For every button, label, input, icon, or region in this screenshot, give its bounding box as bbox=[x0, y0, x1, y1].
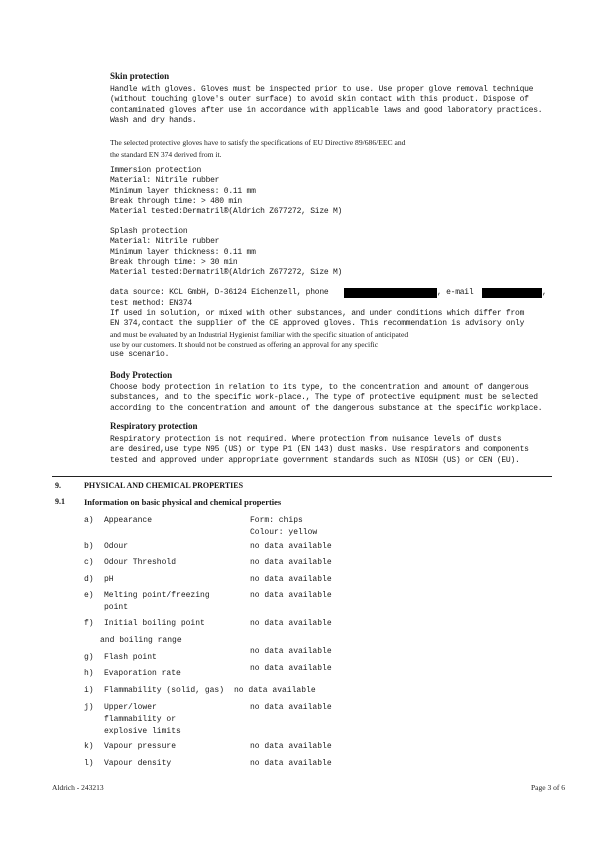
subsection-number: 9.1 bbox=[55, 497, 65, 506]
property-value: no data available bbox=[250, 647, 332, 656]
section-title: PHYSICAL AND CHEMICAL PROPERTIES bbox=[84, 481, 244, 490]
property-letter: a) bbox=[84, 516, 94, 525]
data-source-email-label: , e-mail bbox=[437, 288, 474, 297]
property-value: no data available bbox=[250, 591, 332, 600]
property-value: no data available bbox=[250, 619, 332, 628]
skin-protection-heading: Skin protection bbox=[110, 71, 170, 81]
property-name: Vapour density bbox=[104, 759, 172, 768]
property-name: Appearance bbox=[104, 516, 153, 525]
skin-paragraph-3: If used in solution, or mixed with other substances, and under conditions which differ from EN 374,contact the supplier of the CE approved gloves. This recommendation is advisory only and must be evaluated by an Industrial Hygienist familiar with the specific situation of anticipated use by our customers. It should not be construed as offering an approval for any specific use scenario. bbox=[110, 309, 525, 360]
property-letter: f) bbox=[84, 619, 94, 628]
body-protection-heading: Body Protection bbox=[110, 370, 173, 380]
property-value: no data available bbox=[250, 759, 332, 768]
respiratory-protection-text: Respiratory protection is not required. Where protection from nuisance levels of dusts are desired,use type N95 (US) or type P1 (EN 143) dust masks. Use respirators and components tested and approved under appropriate government standards such as NIOSH (US) or CEN (EU). bbox=[110, 435, 529, 465]
test-method-text: test method: EN374 bbox=[110, 299, 192, 308]
property-value: no data available bbox=[250, 664, 332, 673]
redacted-phone bbox=[344, 288, 437, 298]
property-value: no data available bbox=[250, 703, 332, 712]
splash-protection-block: Splash protection Material: Nitrile rubber Minimum layer thickness: 0.11 mm Break through time: > 30 min Material tested:Dermatril®(Aldrich Z677272, Size M) bbox=[110, 227, 343, 278]
redacted-email bbox=[482, 288, 542, 298]
subsection-title: Information on basic physical and chemical properties bbox=[84, 497, 282, 507]
property-name: Flammability (solid, gas) bbox=[104, 686, 225, 695]
property-letter: l) bbox=[84, 759, 94, 768]
property-value: Form: chips bbox=[250, 516, 303, 525]
body-protection-text: Choose body protection in relation to its type, to the concentration and amount of dangerous substances, and to the specific work-place., The type of protective equipment must be selected according to the concentration and amount of the dangerous substance at the specific workplace. bbox=[110, 383, 543, 413]
property-name: Evaporation rate bbox=[104, 669, 181, 678]
property-name: Vapour pressure bbox=[104, 742, 177, 751]
property-name: Melting point/freezing bbox=[104, 591, 210, 600]
property-letter: j) bbox=[84, 703, 94, 712]
immersion-protection-block: Immersion protection Material: Nitrile rubber Minimum layer thickness: 0.11 mm Break through time: > 480 min Material tested:Dermatril®(Aldrich Z677272, Size M) bbox=[110, 166, 343, 217]
property-name: Upper/lower bbox=[104, 703, 157, 712]
respiratory-protection-heading: Respiratory protection bbox=[110, 421, 198, 431]
property-letter: g) bbox=[84, 653, 94, 662]
property-letter: e) bbox=[84, 591, 94, 600]
property-value: Colour: yellow bbox=[250, 528, 318, 537]
property-letter: k) bbox=[84, 742, 94, 751]
property-name: flammability or bbox=[104, 715, 177, 724]
skin-paragraph-2: The selected protective gloves have to satisfy the specifications of EU Directive 89/686/EEC and the standard EN 374 derived from it. bbox=[110, 138, 406, 159]
property-name: Odour Threshold bbox=[104, 558, 177, 567]
section-number: 9. bbox=[55, 481, 61, 490]
property-value: no data available bbox=[250, 542, 332, 551]
property-name: explosive limits bbox=[104, 727, 181, 736]
property-name: Flash point bbox=[104, 653, 157, 662]
property-name: pH bbox=[104, 575, 114, 584]
property-letter: i) bbox=[84, 686, 94, 695]
property-letter: c) bbox=[84, 558, 94, 567]
property-value: no data available bbox=[234, 686, 316, 695]
property-name: Odour bbox=[104, 542, 129, 551]
property-name: point bbox=[104, 603, 129, 612]
section-divider bbox=[52, 476, 552, 477]
property-value: no data available bbox=[250, 575, 332, 584]
property-name: and boiling range bbox=[100, 636, 182, 645]
property-letter: b) bbox=[84, 542, 94, 551]
skin-paragraph-1: Handle with gloves. Gloves must be inspected prior to use. Use proper glove removal technique (without touching glove's outer surface) to avoid skin contact with this product. Dispose of contaminated gloves after use in accordance with applicable laws and good laboratory practices. Wash and dry hands. bbox=[110, 85, 543, 125]
property-name: Initial boiling point bbox=[104, 619, 205, 628]
data-source-text: data source: KCL GmbH, D-36124 Eichenzell, phone bbox=[110, 288, 329, 297]
footer-product-code: Aldrich - 243213 bbox=[52, 783, 104, 792]
property-value: no data available bbox=[250, 742, 332, 751]
property-letter: h) bbox=[84, 669, 94, 678]
property-letter: d) bbox=[84, 575, 94, 584]
data-source-comma: , bbox=[542, 288, 547, 297]
footer-page-number: Page 3 of 6 bbox=[531, 783, 565, 792]
property-value: no data available bbox=[250, 558, 332, 567]
